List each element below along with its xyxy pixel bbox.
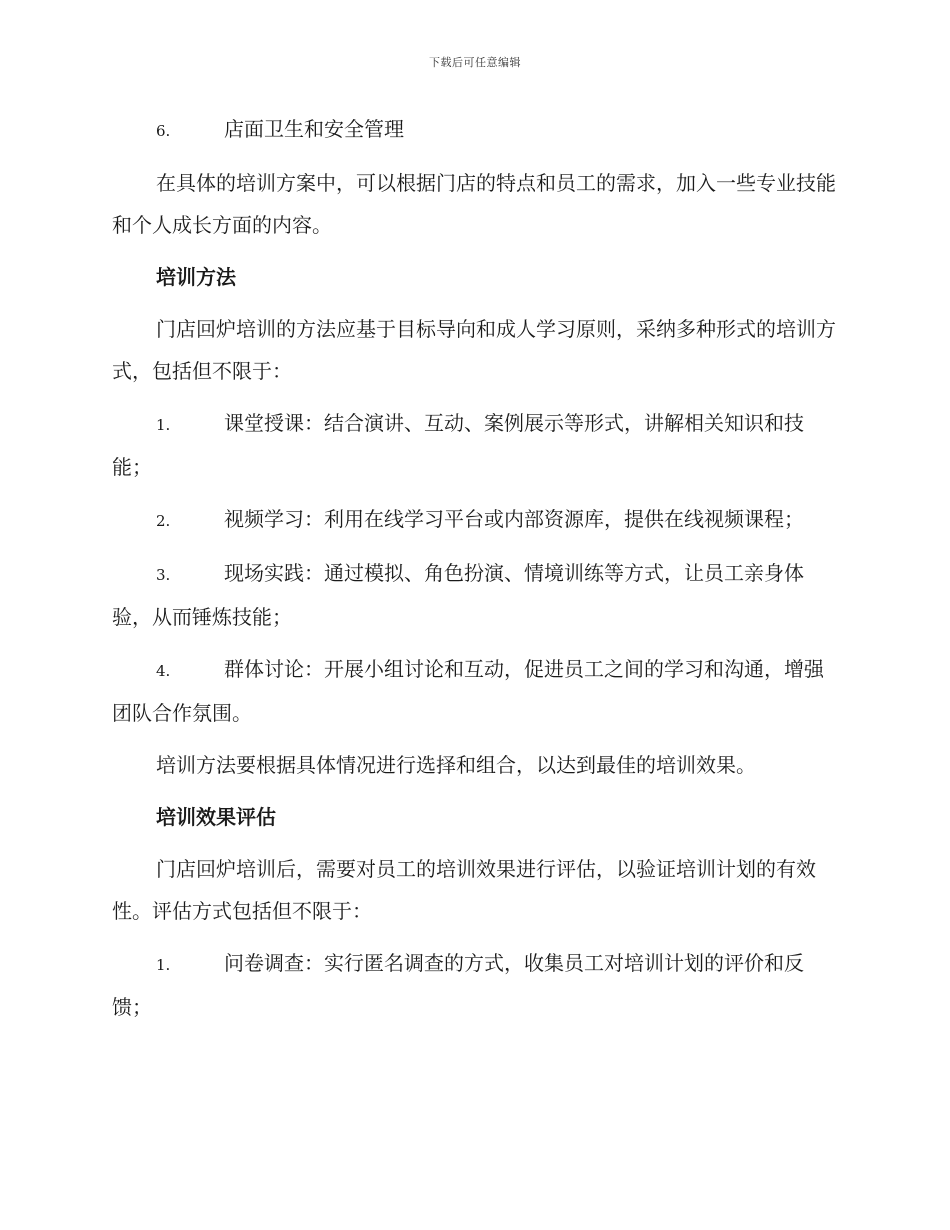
list-text: 店面卫生和安全管理 — [224, 117, 404, 141]
list-text: 现场实践：通过模拟、角色扮演、情境训练等方式，让员工亲身体验，从而锤炼技能； — [112, 561, 804, 629]
list-text: 视频学习：利用在线学习平台或内部资源库，提供在线视频课程； — [224, 507, 804, 531]
list-number: 6. — [156, 122, 171, 140]
list-item-practice — [112, 552, 836, 638]
heading-training-methods: 培训方法 — [156, 265, 236, 289]
list-number: 3. — [156, 566, 171, 584]
list-number: 2. — [156, 512, 171, 530]
paragraph-methods-intro: 门店回炉培训的方法应基于目标导向和成人学习原则，采纳多种形式的培训方式，包括但不限于： — [112, 317, 836, 383]
heading-effect-evaluation: 培训效果评估 — [156, 805, 276, 829]
list-text: 课堂授课：结合演讲、互动、案例展示等形式，讲解相关知识和技能； — [112, 411, 804, 479]
list-item-discussion — [112, 648, 836, 734]
list-item-video — [112, 498, 836, 542]
list-number: 4. — [156, 662, 171, 680]
document-body — [112, 108, 836, 1038]
list-item-classroom — [112, 402, 836, 488]
list-number: 1. — [156, 956, 171, 974]
paragraph-evaluation-intro: 门店回炉培训后，需要对员工的培训效果进行评估，以验证培训计划的有效性。评估方式包括但不限于： — [112, 857, 816, 923]
paragraph-custom-content: 在具体的培训方案中，可以根据门店的特点和员工的需求，加入一些专业技能和个人成长方面的内容。 — [112, 171, 836, 237]
list-text: 问卷调查：实行匿名调查的方式，收集员工对培训计划的评价和反馈； — [112, 951, 804, 1019]
list-item-store-hygiene — [112, 108, 836, 152]
page-header: 下载后可任意编辑 — [429, 56, 521, 69]
list-text: 群体讨论：开展小组讨论和互动，促进员工之间的学习和沟通，增强团队合作氛围。 — [112, 657, 824, 725]
list-item-survey — [112, 942, 836, 1028]
paragraph-methods-summary: 培训方法要根据具体情况进行选择和组合，以达到最佳的培训效果。 — [156, 753, 756, 777]
list-number: 1. — [156, 416, 171, 434]
